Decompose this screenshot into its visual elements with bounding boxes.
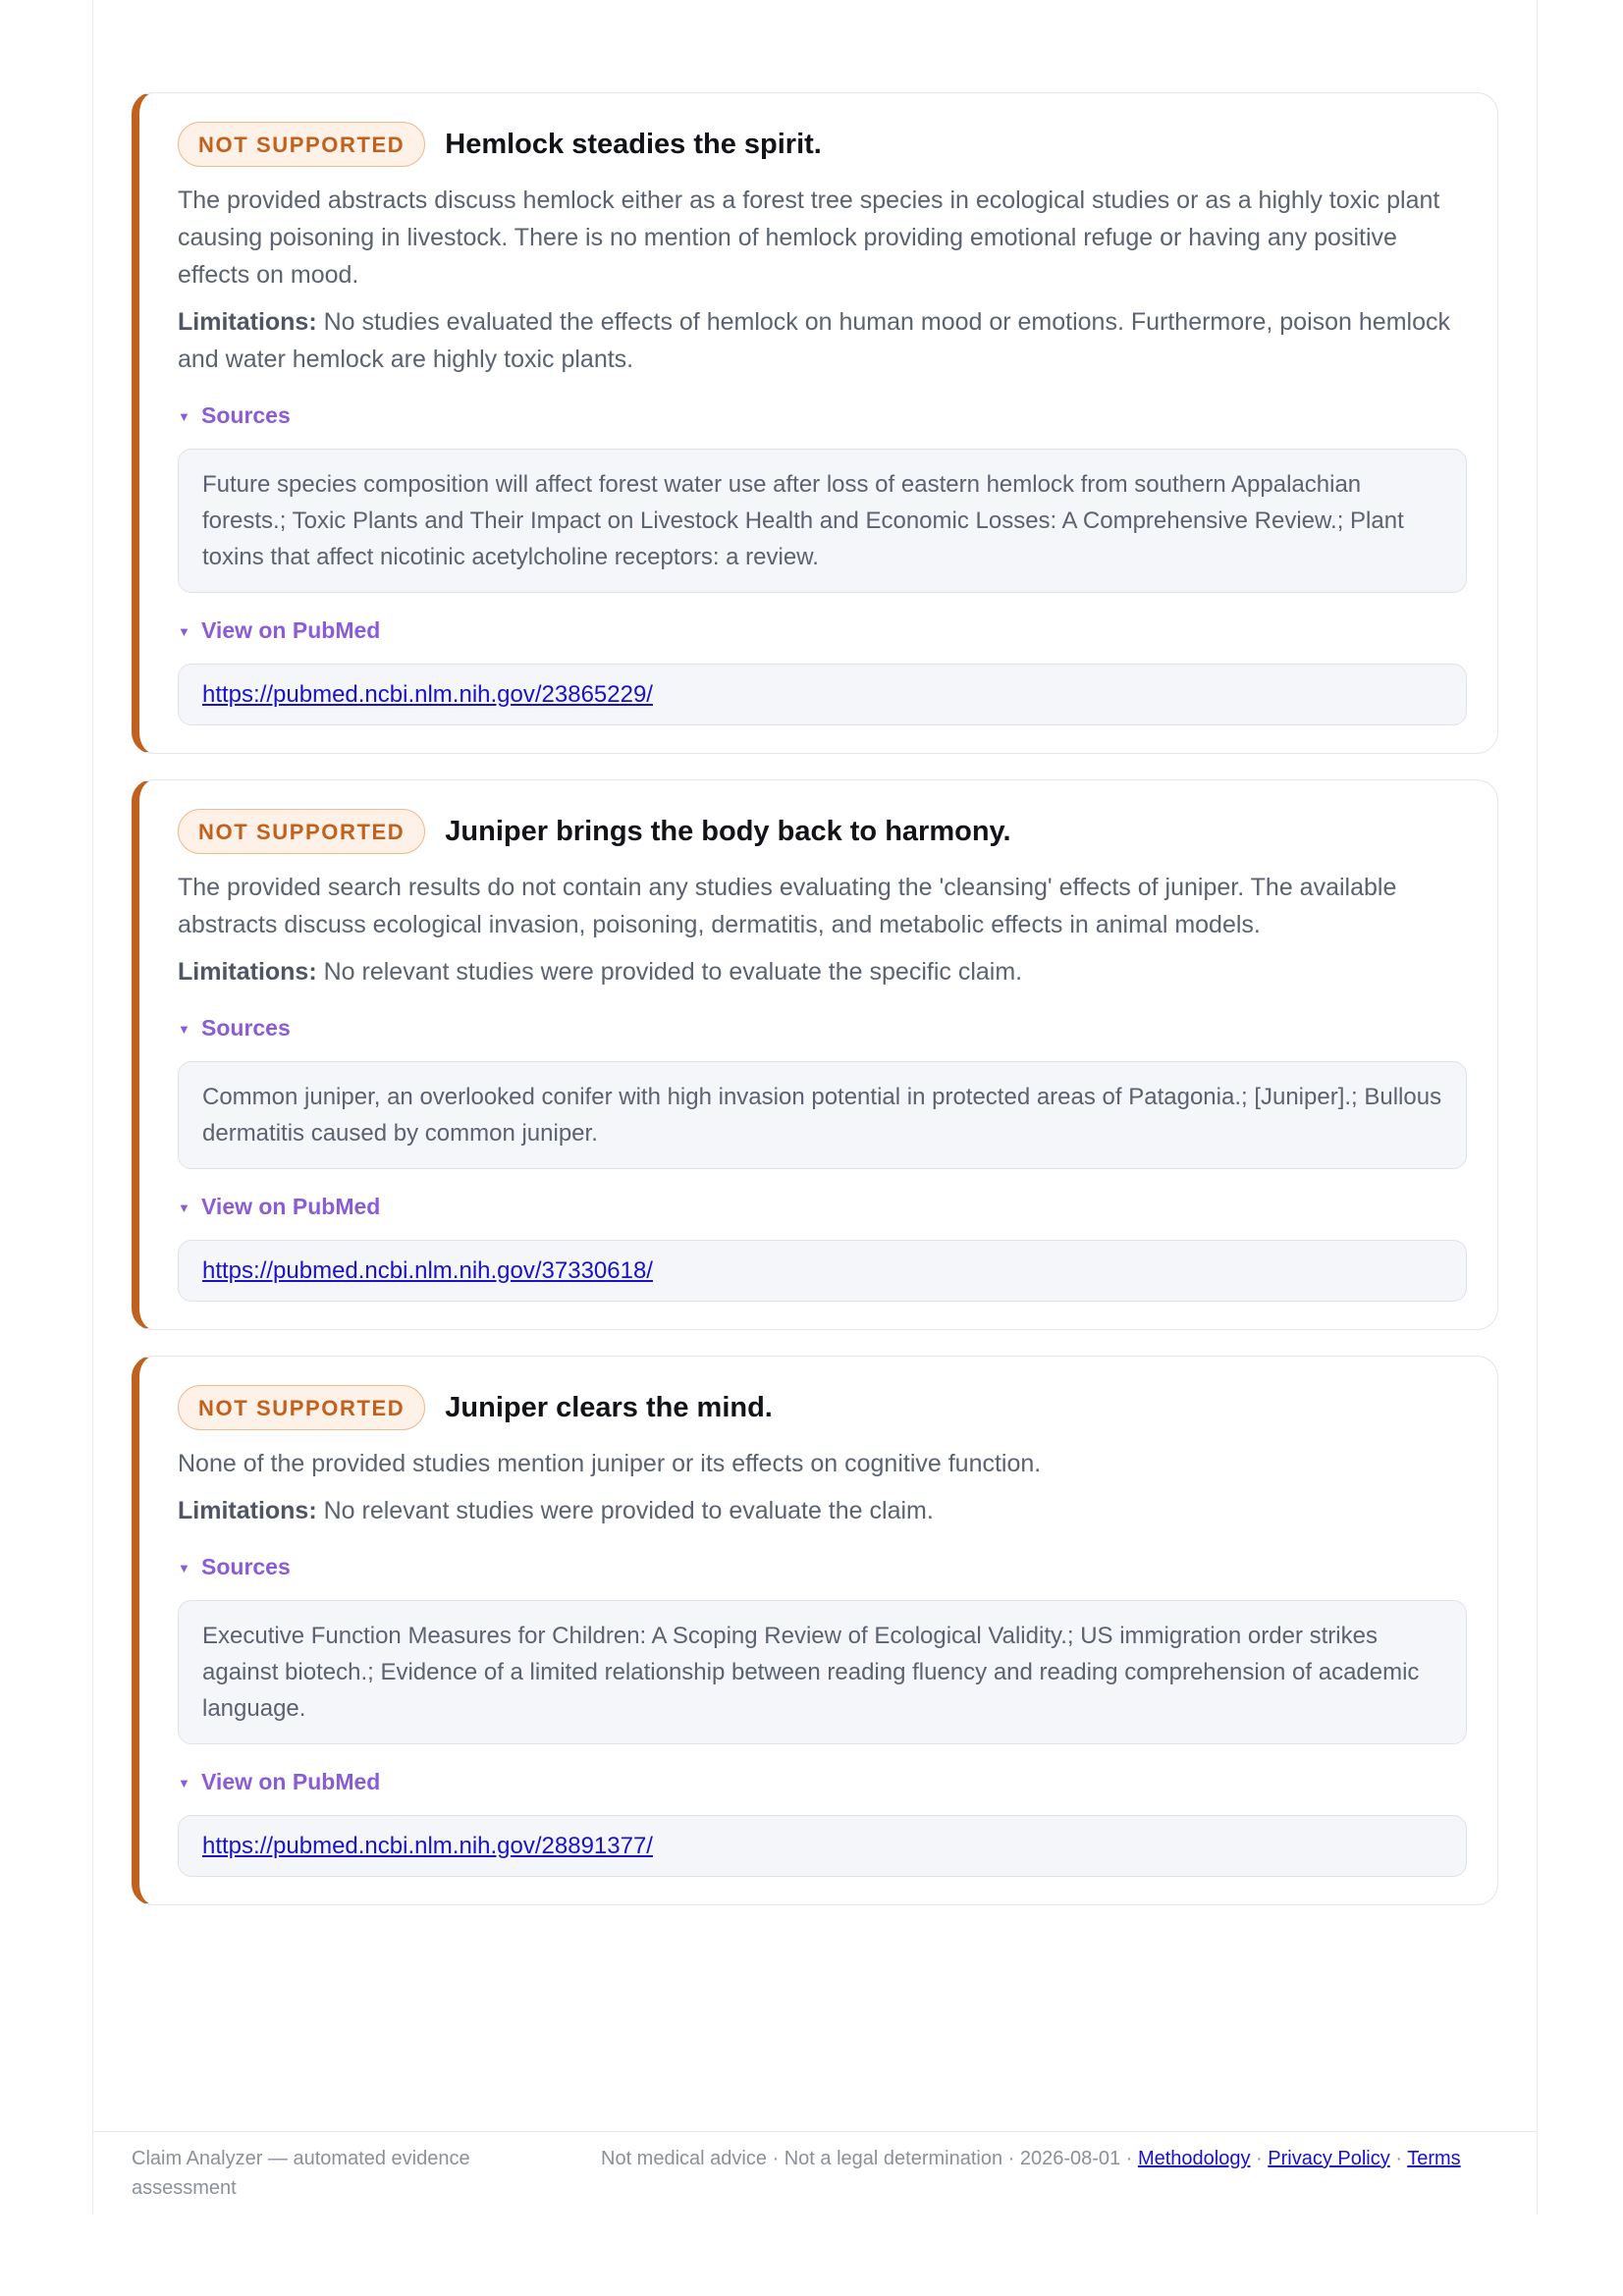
pubmed-box <box>178 1815 1467 1877</box>
claim-summary: The provided abstracts discuss hemlock either as a forest tree species in ecological studies or as a highly toxic plant causing poisoning in livestock. There is no mention of hemlock providing emotional refuge or having any positive effects on mood. <box>178 187 1440 289</box>
page-footer <box>92 2131 1538 2199</box>
triangle-down-icon: ▼ <box>178 1561 190 1575</box>
pubmed-label: View on PubMed <box>201 1194 381 1219</box>
limitations-text: No relevant studies were provided to evaluate the claim. <box>323 1497 934 1524</box>
pubmed-toggle[interactable] <box>178 1189 1467 1224</box>
limitations-text: No relevant studies were provided to evaluate the specific claim. <box>323 958 1023 986</box>
claim-card <box>132 1356 1498 1905</box>
verdict-badge: NOT SUPPORTED <box>178 122 425 167</box>
pubmed-link[interactable]: https://pubmed.ncbi.nlm.nih.gov/23865229/ <box>202 681 653 708</box>
pubmed-label: View on PubMed <box>201 617 381 643</box>
triangle-down-icon: ▼ <box>178 1022 190 1037</box>
sources-toggle[interactable] <box>178 1010 1467 1045</box>
terms-link[interactable]: Terms <box>1407 2148 1461 2169</box>
claim-card <box>132 779 1498 1330</box>
sources-box: Future species composition will affect forest water use after loss of eastern hemlock from southern Appalachian forests.; Toxic Plants and Their Impact on Livestock Health and Economic Losses: A Comprehensive Review.; Plant toxins that affect nicotinic acetylcholine receptors: a review. <box>178 449 1467 593</box>
limitations-label: Limitations: <box>178 308 317 336</box>
sources-label: Sources <box>201 402 291 428</box>
pubmed-link[interactable]: https://pubmed.ncbi.nlm.nih.gov/37330618/ <box>202 1257 653 1284</box>
triangle-down-icon: ▼ <box>178 409 190 424</box>
triangle-down-icon: ▼ <box>178 624 190 639</box>
sources-box: Executive Function Measures for Children: A Scoping Review of Ecological Validity.; US immigration order strikes against biotech.; Evidence of a limited relationship between reading fluency and reading comprehension of academic language. <box>178 1600 1467 1744</box>
triangle-down-icon: ▼ <box>178 1776 190 1790</box>
footer-brand: Claim Analyzer — automated evidence assessment <box>132 2148 470 2199</box>
limitations-label: Limitations: <box>178 958 317 986</box>
claim-header <box>178 121 1467 168</box>
claim-card <box>132 92 1498 754</box>
triangle-down-icon: ▼ <box>178 1201 190 1215</box>
methodology-link[interactable]: Methodology <box>1137 2148 1251 2169</box>
claim-title: Hemlock steadies the spirit. <box>445 128 822 160</box>
pubmed-box <box>178 664 1467 725</box>
claim-title: Juniper clears the mind. <box>445 1391 773 1423</box>
limitations-text: No studies evaluated the effects of hemlock on human mood or emotions. Furthermore, poison hemlock and water hemlock are highly toxic plants. <box>178 308 1450 373</box>
claim-summary: The provided search results do not contain any studies evaluating the 'cleansing' effects of juniper. The available abstracts discuss ecological invasion, poisoning, dermatitis, and metabolic effects in animal models. <box>178 874 1397 938</box>
sources-label: Sources <box>201 1015 291 1041</box>
claim-header <box>178 808 1467 855</box>
pubmed-toggle[interactable] <box>178 613 1467 648</box>
pubmed-toggle[interactable] <box>178 1764 1467 1799</box>
footer-separator: · <box>1256 2148 1263 2169</box>
claim-limitations <box>178 1492 1467 1529</box>
claim-header <box>178 1384 1467 1431</box>
pubmed-label: View on PubMed <box>201 1769 381 1794</box>
pubmed-box <box>178 1240 1467 1302</box>
claim-limitations <box>178 953 1467 990</box>
claim-limitations <box>178 303 1467 378</box>
claim-summary: None of the provided studies mention juniper or its effects on cognitive function. <box>178 1450 1042 1477</box>
claim-title: Juniper brings the body back to harmony. <box>445 815 1011 847</box>
privacy-policy-link[interactable]: Privacy Policy <box>1268 2148 1390 2169</box>
claims-list <box>132 92 1498 1931</box>
pubmed-link[interactable]: https://pubmed.ncbi.nlm.nih.gov/28891377/ <box>202 1833 653 1859</box>
sources-toggle[interactable] <box>178 1549 1467 1584</box>
disclaimer-text: Not medical advice · Not a legal determination · 2026-08-01 · <box>601 2148 1133 2169</box>
footer-separator: · <box>1395 2148 1402 2169</box>
sources-box: Common juniper, an overlooked conifer with high invasion potential in protected areas of Patagonia.; [Juniper].; Bullous dermatitis caused by common juniper. <box>178 1061 1467 1169</box>
limitations-label: Limitations: <box>178 1497 317 1524</box>
sources-label: Sources <box>201 1554 291 1579</box>
verdict-badge: NOT SUPPORTED <box>178 809 425 854</box>
verdict-badge: NOT SUPPORTED <box>178 1385 425 1430</box>
sources-toggle[interactable] <box>178 398 1467 433</box>
footer-disclaimer <box>601 2144 1543 2173</box>
